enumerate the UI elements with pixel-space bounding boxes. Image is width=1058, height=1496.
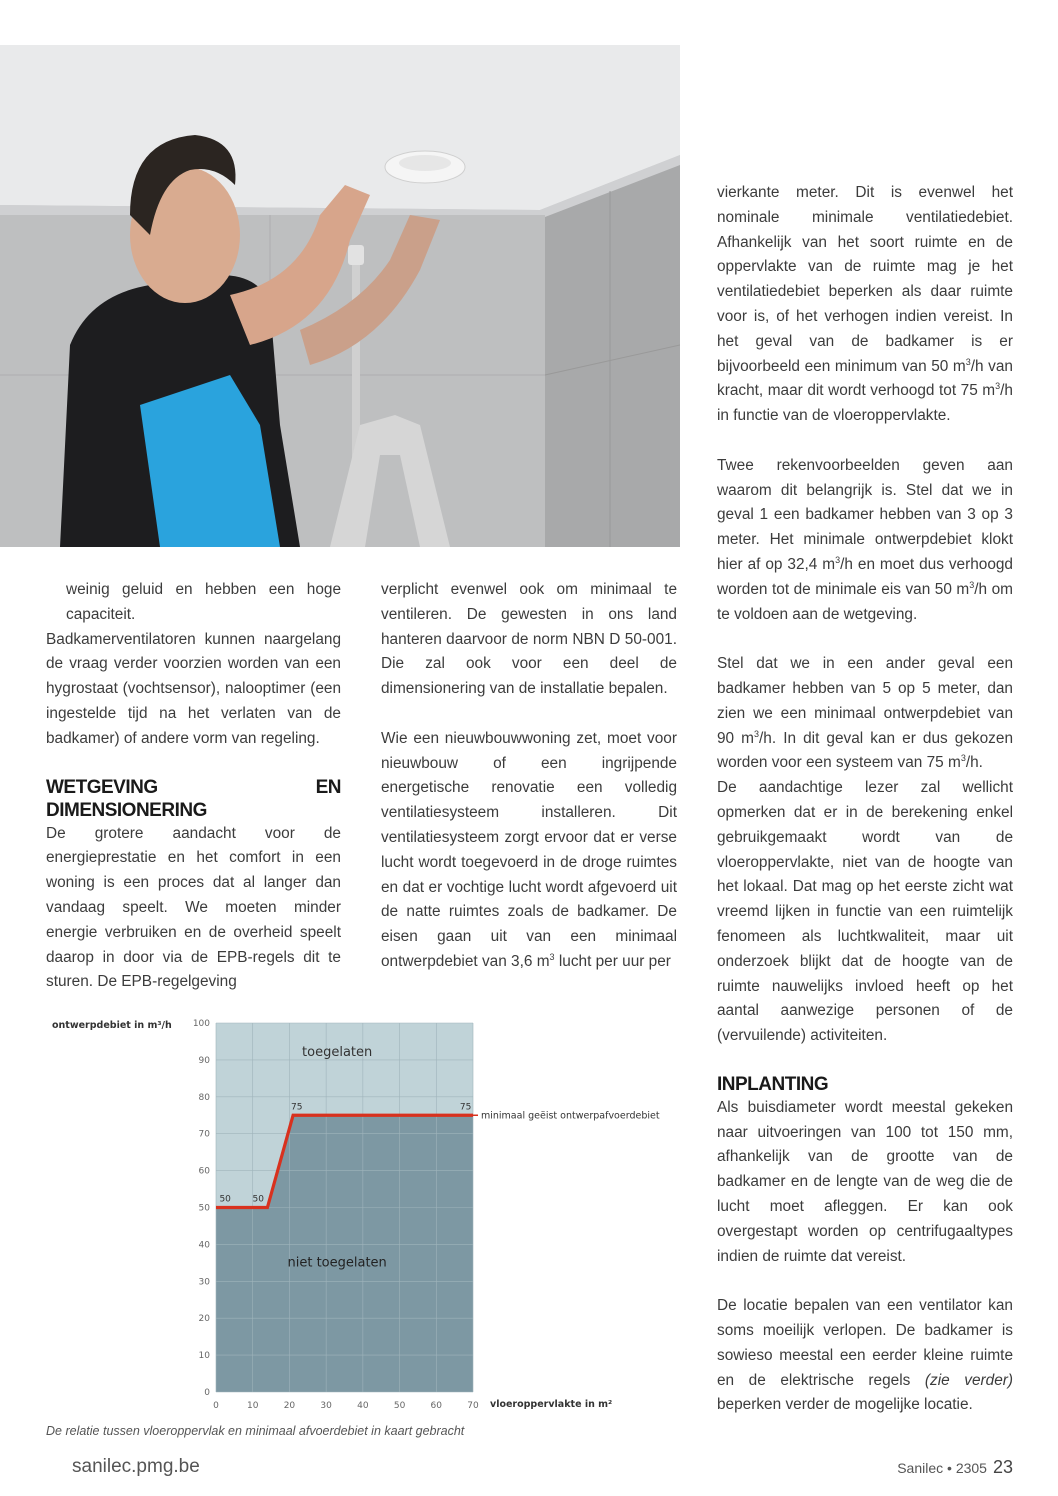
y-tick-label: 100 — [192, 1019, 210, 1029]
y-tick-label: 10 — [198, 1351, 210, 1362]
data-label: 50 — [219, 1194, 231, 1205]
paragraph: De grotere aandacht voor de energieprestatie en het comfort in een woning is een proces dat al langer dan vandaag speelt. We moeten minder energie verbruiken en de overheid speelt daarop in door via de EPB-regels dit te sturen. De EPB-regelgeving — [46, 824, 341, 991]
photo-illustration — [0, 45, 680, 547]
x-tick-label: 30 — [320, 1401, 332, 1411]
y-tick-label: 0 — [204, 1388, 210, 1398]
paragraph: verplicht evenwel ook om minimaal te ventileren. De gewesten in ons land hanteren daarvoor de norm NBN D 50-001. Die zal ook voor een deel de dimensionering van de installatie bepalen. — [381, 581, 677, 698]
y-tick-label: 50 — [198, 1203, 210, 1214]
x-axis-label: vloeroppervlakte in m² — [490, 1399, 613, 1410]
x-tick-label: 40 — [357, 1401, 369, 1411]
y-tick-label: 90 — [198, 1055, 210, 1066]
region-label-niet-toegelaten: niet toegelaten — [287, 1255, 387, 1271]
y-axis-label: ontwerpdebiet in m³/h — [52, 1020, 172, 1031]
x-tick-label: 70 — [467, 1401, 479, 1411]
y-tick-label: 80 — [198, 1092, 210, 1103]
y-tick-label: 40 — [198, 1240, 210, 1251]
heading-inplanting: INPLANTING — [717, 1073, 829, 1095]
ventilation-chart — [0, 1005, 700, 1420]
data-label: 50 — [252, 1194, 264, 1205]
x-tick-label: 10 — [246, 1401, 259, 1411]
column-2 — [381, 578, 677, 975]
paragraph: Stel dat we in een ander geval een badkamer hebben van 5 op 5 meter, dan zien we een minimaal ontwerpdebiet van 90 $m^3/h$. In dit geval kan er dus gekozen worden voor een systeem van 75 $m^3/h$. — [717, 655, 1013, 772]
chart-caption: De relatie tussen vloeroppervlak en minimaal afvoerdebiet in kaart gebracht — [46, 1424, 465, 1438]
y-tick-label: 70 — [198, 1129, 210, 1140]
paragraph: Als buisdiameter wordt meestal gekeken naar uitvoeringen van 100 tot 150 mm, afhankelijk van de grootte van de badkamer en de lengte van de weg die de lucht moet afleggen. Er kan ook overgestapt worden op centrifugaaltypes indien de ruimte dat vereist. — [717, 1098, 1013, 1265]
paragraph: Twee rekenvoorbeelden geven aan waarom dit belangrijk is. Stel dat we in geval 1 een badkamer hebben van 3 op 3 meter. Het minimale ontwerpdebiet klokt hier af op 32,4 $m^3/h$ en moet dus verhoogd worden tot de minimale eis van 50 $m^3/h$ om te voldoen aan de wetgeving. — [717, 456, 1013, 623]
column-1 — [46, 578, 341, 995]
x-tick-label: 0 — [213, 1401, 219, 1411]
region-label-toegelaten: toegelaten — [302, 1045, 373, 1061]
heading-wetgeving: WETGEVING EN DIMENSIONERING — [46, 776, 341, 821]
paragraph: vierkante meter. Dit is evenwel het nominale minimale ventilatiedebiet. Afhankelijk van het soort ruimte en de oppervlakte van de ruimte mag je het ventilatiedebiet beperken als daar ruimte voor is, of het verhogen indien vereist. In het geval van de badkamer is er bijvoorbeeld een minimum van 50 $m^3/h$ van kracht, maar dit wordt verhoogd tot 75 $m^3/h$ in functie van de vloeroppervlakte. — [717, 184, 1013, 425]
paragraph: De aandachtige lezer zal wellicht opmerken dat er in de berekening enkel gebruikgemaakt wordt van de vloeroppervlakte, niet van de hoogte van het lokaal. Dat mag op het eerste zicht wat vreemd lijken in functie van een ruimtelijk fenomeen als luchtkwaliteit, maar uit onderzoek blijkt dat de hoogte van de ruimte nauwelijks invloed heeft op het aantal aanwezige personen of de (vervuilende) activiteiten. — [717, 779, 1013, 1045]
data-label: 75 — [459, 1102, 472, 1113]
installer-photo — [0, 45, 680, 547]
issue-label: Sanilec • 2305 — [897, 1460, 987, 1476]
paragraph: Wie een nieuwbouwwoning zet, moet voor nieuwbouw of een ingrijpende energetische renovatie een volledig ventilatiesysteem installeren. Dit ventilatiesysteem zorgt ervoor dat er verse lucht wordt toegevoerd in de droge ruimtes en dat er vochtige lucht wordt afgevoerd uit de natte ruimtes zoals de badkamer. De eisen gaan uit van een minimaal ontwerpdebiet van 3,6 $m^3$ lucht per uur per — [381, 729, 677, 970]
footer-issue — [897, 1457, 1013, 1478]
x-tick-label: 20 — [283, 1401, 296, 1411]
column-3 — [717, 181, 1013, 1418]
paragraph: Badkamerventilatoren kunnen naargelang de vraag verder voorzien worden van een hygrostaat (vochtsensor), nalooptimer (een ingestelde tijd na het verlaten van de badkamer) of andere vorm van regeling. — [46, 630, 341, 747]
footer-url[interactable]: sanilec.pmg.be — [72, 1456, 200, 1477]
y-tick-label: 60 — [198, 1166, 210, 1177]
y-tick-label: 30 — [198, 1277, 210, 1288]
y-tick-label: 20 — [198, 1314, 210, 1325]
series-name-label: minimaal geëist ontwerpafvoerdebiet — [481, 1110, 660, 1122]
data-label: 75 — [291, 1102, 303, 1113]
x-tick-label: 50 — [393, 1401, 406, 1411]
x-tick-label: 60 — [430, 1401, 443, 1411]
paragraph: De locatie bepalen van een ventilator kan soms moeilijk verlopen. De badkamer is sowieso meestal een eerder kleine ruimte en de elektrische regels (zie verder) beperken verder de mogelijke locatie. — [717, 1297, 1013, 1414]
page-number: 23 — [992, 1457, 1013, 1477]
paragraph: weinig geluid en hebben een hoge capaciteit. — [66, 581, 341, 623]
